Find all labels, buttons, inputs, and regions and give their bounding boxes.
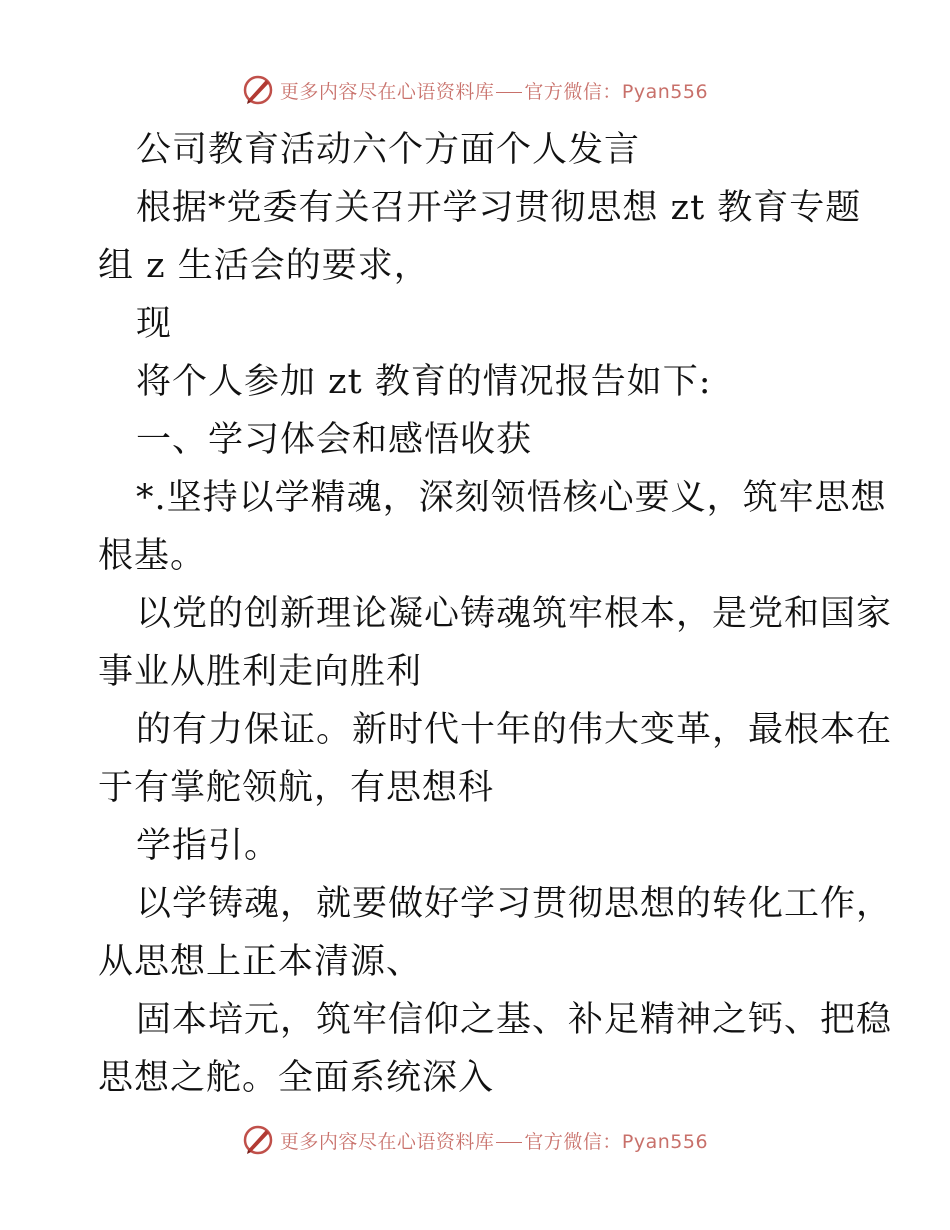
header-watermark: [0, 70, 950, 110]
text-line: 根基。: [98, 536, 207, 576]
text-line: 于有掌舵领航，有思想科: [98, 768, 495, 808]
text-line: 以党的创新理论凝心铸魂筑牢根本，是党和国家: [136, 594, 893, 634]
footer-watermark: [0, 1120, 950, 1160]
text-line: 将个人参加 zt 教育的情况报告如下:: [136, 362, 712, 402]
text-line: 固本培元，筑牢信仰之基、补足精神之钙、把稳: [136, 1000, 893, 1040]
text-line: 的有力保证。新时代十年的伟大变革，最根本在: [136, 710, 893, 750]
quill-pen-logo-icon: [242, 74, 274, 106]
text-line: 根据*党委有关召开学习贯彻思想 zt 教育专题: [136, 188, 862, 228]
text-line: 现: [136, 304, 173, 344]
text-line: *.坚持以学精魂，深刻领悟核心要义，筑牢思想: [136, 478, 887, 518]
text-line: 从思想上正本清源、: [98, 942, 423, 982]
text-line: 以学铸魂，就要做好学习贯彻思想的转化工作，: [136, 884, 893, 924]
text-line: 公司教育活动六个方面个人发言: [136, 130, 641, 170]
text-line: 学指引。: [136, 826, 281, 866]
watermark-text: 更多内容尽在心语资料库 官方微信：Pyan556: [279, 1130, 709, 1153]
text-line: 一、学习体会和感悟收获: [136, 420, 533, 460]
quill-pen-logo-icon: [242, 1124, 274, 1156]
text-line: 思想之舵。全面系统深入: [98, 1058, 495, 1098]
document-body: [98, 121, 893, 1107]
watermark-text: 更多内容尽在心语资料库 官方微信：Pyan556: [279, 80, 709, 103]
text-line: 组 z 生活会的要求，: [98, 246, 430, 286]
text-line: 事业从胜利走向胜利: [98, 652, 423, 692]
